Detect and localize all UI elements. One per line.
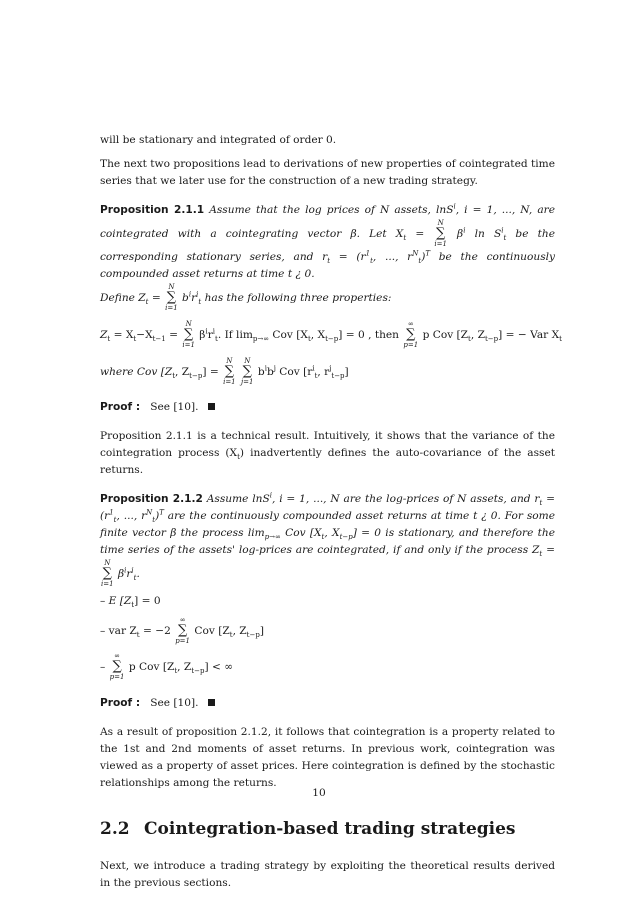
proposition-2-1-1 [100, 202, 555, 313]
intro-line: will be stationary and integrated of order 0. [100, 134, 337, 146]
paragraph-technical-result: Proposition 2.1.1 is a technical result. Intuitively, it shows that the variance of the cointegration process $(X_t)$ inadvertently defines the auto-covariance of the asset returns. [100, 430, 555, 476]
proof-label: Proof : [100, 697, 141, 709]
equation-1: $Z_t = X_t-X_{t-1}$ = N ∑ i=1 $\beta^ir^i_t$. If $\lim_{p\to\infty}$ Cov [$X_t$, $X_{t-p}] = 0$ , then ∞ ∑ p=1 p Cov [$Z_t$, $Z_{t-p}$] = − Var $X_t$ [100, 320, 562, 349]
proposition-2-1-2 [100, 491, 555, 589]
proof-label: Proof : [100, 401, 141, 413]
proof-text: See [10]. [150, 697, 199, 709]
section-number: 2.2 [100, 819, 130, 839]
proof-text: See [10]. [150, 401, 199, 413]
paragraph-cointegration-result: As a result of proposition 2.1.2, it follows that cointegration is a property related to the 1st and 2nd moments of asset returns. In previous work, cointegration was viewed as a property of asset prices. Here cointegration is defined by the stochastic relationships among the returns. [100, 726, 555, 789]
equation-2: where Cov [$Z_t$, $Z_{t-p}$] = N ∑ i=1 N ∑ j=1 $b^ib^j$ Cov [$r^i_t$, $r^j_{t-p}$] [100, 357, 349, 386]
page-number: 10 [312, 787, 326, 799]
sum-symbol: N ∑ i=1 [182, 320, 195, 349]
page-body [100, 132, 562, 892]
section-heading [100, 818, 555, 840]
list-item: – ∞ ∑ p=1 p Cov [$Z_t$, $Z_{t-p}$] < ∞ [100, 652, 234, 681]
property-list [100, 593, 555, 682]
proposition-label: Proposition 2.1.2 [100, 493, 203, 505]
sum-symbol: ∞ ∑ p=1 [109, 652, 125, 681]
proof-1 [100, 399, 555, 416]
proposition-label: Proposition 2.1.1 [100, 204, 205, 216]
sum-symbol: N ∑ j=1 [241, 357, 254, 386]
list-item: – var $Z_t = -2$ ∞ ∑ p=1 Cov [$Z_t$, $Z_{t-p}$] [100, 616, 264, 645]
sum-symbol: ∞ ∑ p=1 [403, 320, 419, 349]
sum-symbol: N ∑ i=1 [434, 219, 447, 248]
proof-2 [100, 695, 555, 712]
qed-square-icon [208, 403, 215, 410]
proposition-text: Assume lnS$^i$, i = 1, ..., N are the log-prices of N assets, and $r_t = (r^1_t$, ..., $r^N_t)^T$ are the continuously compounded asset returns at time t ¿ 0. For some finite vector β the process $\lim_{p\to\infty}$ Cov [$X_t$, $X_{t-p}] = 0$ is stationary, and therefore the time series of the assets' log-prices are cointegrated, if and only if the process $Z_t$ = N ∑ i=1 $\beta^ir^i_t$. [100, 491, 555, 588]
proposition-text: Assume that the log prices of N assets, lnS$^i$, i = 1, ..., N, are cointegrated with a cointegrating vector β. Let $X_t$ = N ∑ i=1 $\beta^i$ $\ln S^i_t$ be the corresponding stationary series, and $r_t = (r^1_t$, ..., $r^N_t)^T$ be the continuously compounded asset returns at time t ¿ 0. Define $Z_t$ = N ∑ i=1 $b^ir^i_t$ has the following three properties: [100, 202, 555, 312]
list-item: – E $[Z_t] = 0$ [100, 595, 161, 610]
section-title: Cointegration-based trading strategies [144, 819, 516, 839]
sum-symbol: N ∑ i=1 [165, 283, 178, 312]
sum-symbol: N ∑ i=1 [101, 559, 114, 588]
sum-symbol: ∞ ∑ p=1 [175, 616, 191, 645]
qed-square-icon [208, 699, 215, 706]
sum-symbol: N ∑ i=1 [223, 357, 236, 386]
paragraph-trading-strategy: Next, we introduce a trading strategy by exploiting the theoretical results derived in the previous sections. [100, 860, 555, 889]
intro-paragraph: The next two propositions lead to derivations of new properties of cointegrated time series that we later use for the construction of a new trading strategy. [100, 158, 555, 187]
